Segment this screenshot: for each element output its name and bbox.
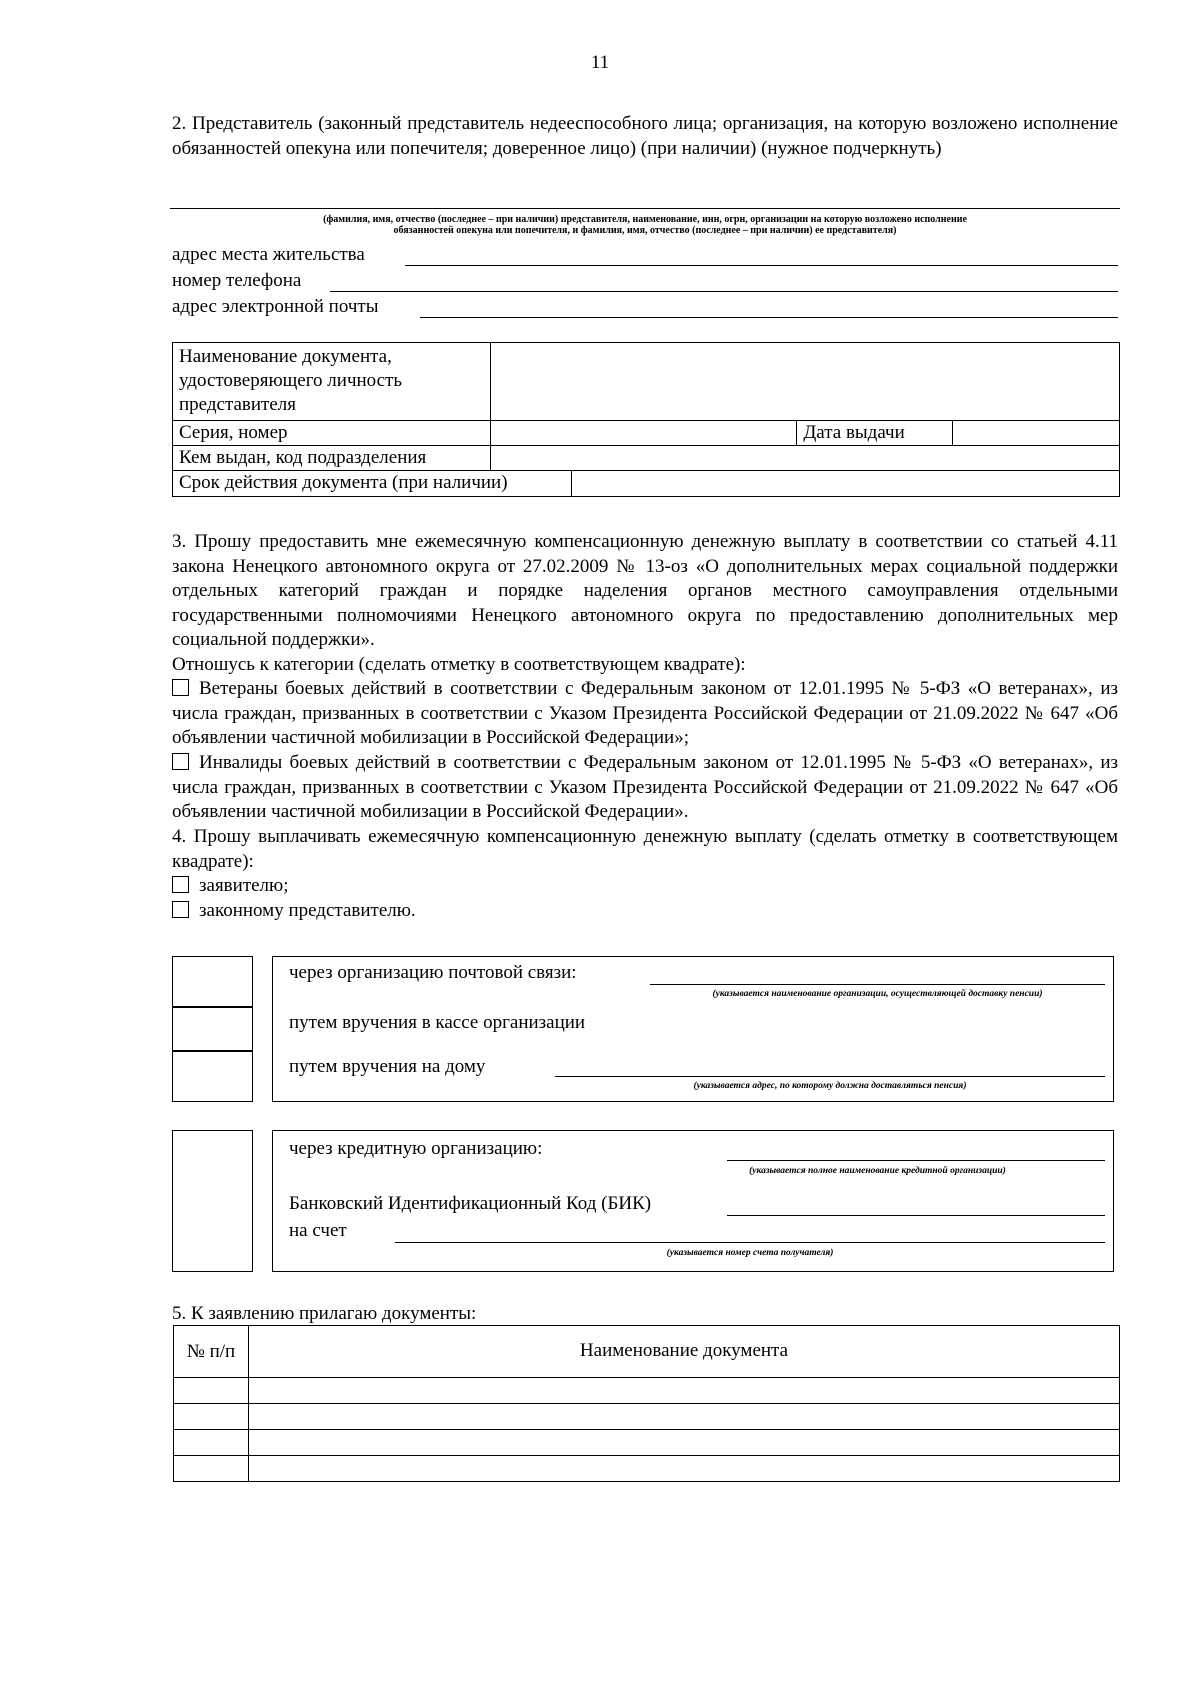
section3-text: 3. Прошу предоставить мне ежемесячную компенсационную денежную выплату в соответствии со статьей 4.11 закона Ненецкого автономного округа от 27.02.2009 № 13-оз «О дополнительных мерах социальной поддержки отдельных категорий граждан и порядке наделения органов местного самоуправления отдельными государственными полномочиями Ненецкого автономного округа по предоставлению дополнительных мер социальной поддержки». [172, 531, 1118, 650]
id-document-table [172, 342, 1120, 497]
representative-hint-line1: (фамилия, имя, отчество (последнее – при наличии) представителя, наименование, инн, огрн, организации на которую возложено исполнение [323, 214, 967, 225]
pay-to-applicant [172, 874, 1118, 899]
series-value[interactable] [490, 421, 797, 446]
doc-row-num[interactable] [174, 1456, 249, 1482]
category-option-invalids [172, 751, 1118, 825]
cashier-checkbox[interactable] [172, 1006, 253, 1052]
issued-by-label: Кем выдан, код подразделения [173, 446, 491, 471]
veterans-checkbox[interactable] [172, 679, 189, 696]
doc-row-name[interactable] [248, 1456, 1119, 1482]
issued-by-value[interactable] [490, 446, 1119, 471]
account-hint: (указывается номер счета получателя) [666, 1248, 834, 1258]
doc-row-name[interactable] [248, 1404, 1119, 1430]
bik-label: Банковский Идентификационный Код (БИК) [289, 1193, 652, 1214]
category-option-veterans [172, 677, 1118, 751]
pay-to-representative [172, 899, 1118, 924]
col-name-header: Наименование документа [248, 1326, 1119, 1378]
representative-option-text: законному представителю. [199, 900, 416, 921]
veterans-option-text: Ветераны боевых действий в соответствии с Федеральным законом от 12.01.1995 № 5-ФЗ «О ветеранах», из числа граждан, призванных в соответствии с Указом Президента Российской Федерации от 21.09.2022 № 647 «Об объявлении частичной мобилизации в Российской Федерации»; [172, 678, 1118, 748]
doc-name-value[interactable] [490, 343, 1119, 421]
home-hint: (указывается адрес, по которому должна доставляться пенсия) [693, 1081, 967, 1091]
bank-label: через кредитную организацию: [289, 1138, 543, 1159]
category-prompt: Отношусь к категории (сделать отметку в соответствующем квадрате): [172, 654, 746, 675]
section2-text: 2. Представитель (законный представитель недееспособного лица; организация, на которую возложено исполнение обязанностей опекуна или попечителя; доверенное лицо) (при наличии) (нужное подчеркнуть) [172, 113, 1118, 159]
validity-label: Срок действия документа (при наличии) [173, 471, 572, 497]
doc-row-name[interactable] [248, 1378, 1119, 1404]
page-number: 11 [590, 52, 610, 73]
bank-hint: (указывается полное наименование кредитной организации) [749, 1166, 1006, 1176]
invalids-option-text: Инвалиды боевых действий в соответствии с Федеральным законом от 12.01.1995 № 5-ФЗ «О ветеранах», из числа граждан, призванных в соответствии с Указом Президента Российской Федерации от 21.09.2022 № 647 «Об объявлении частичной мобилизации в Российской Федерации». [172, 752, 1118, 822]
post-hint: (указывается наименование организации, осуществляющей доставку пенсии) [712, 989, 1043, 999]
doc-row-num[interactable] [174, 1404, 249, 1430]
post-checkbox[interactable] [172, 956, 253, 1008]
section5-title: 5. К заявлению прилагаю документы: [172, 1303, 477, 1324]
representative-hint-line2: обязанностей опекуна или попечителя, и фамилия, имя, отчество (последнее – при наличии) ее представителя) [393, 225, 897, 236]
post-label: через организацию почтовой связи: [289, 962, 577, 983]
account-label: на счет [289, 1220, 347, 1241]
documents-table [173, 1325, 1120, 1482]
issue-date-label: Дата выдачи [797, 421, 953, 446]
series-label: Серия, номер [173, 421, 491, 446]
address-field[interactable] [405, 265, 1118, 266]
email-label: адрес электронной почты [172, 296, 379, 317]
issue-date-value[interactable] [953, 421, 1120, 446]
invalids-checkbox[interactable] [172, 753, 189, 770]
doc-name-label: Наименование документа, удостоверяющего личность представителя [173, 343, 491, 421]
representative-hint [170, 214, 1120, 236]
doc-row-num[interactable] [174, 1378, 249, 1404]
applicant-checkbox[interactable] [172, 876, 189, 893]
bik-field[interactable] [727, 1215, 1105, 1216]
phone-label: номер телефона [172, 270, 302, 291]
cashier-label: путем вручения в кассе организации [289, 1012, 586, 1033]
applicant-option-text: заявителю; [199, 875, 289, 896]
doc-row-name[interactable] [248, 1430, 1119, 1456]
col-num-header: № п/п [174, 1326, 249, 1378]
phone-field[interactable] [330, 291, 1118, 292]
address-label: адрес места жительства [172, 244, 365, 265]
home-address-field[interactable] [555, 1076, 1105, 1077]
home-label: путем вручения на дому [289, 1056, 486, 1077]
post-org-field[interactable] [650, 984, 1105, 985]
representative-checkbox[interactable] [172, 901, 189, 918]
section4-text: 4. Прошу выплачивать ежемесячную компенсационную денежную выплату (сделать отметку в соответствующем квадрате): [172, 826, 1118, 872]
bank-name-field[interactable] [727, 1160, 1105, 1161]
home-checkbox[interactable] [172, 1050, 253, 1102]
doc-row-num[interactable] [174, 1430, 249, 1456]
validity-value[interactable] [571, 471, 1119, 497]
bank-checkbox[interactable] [172, 1130, 253, 1272]
account-field[interactable] [395, 1242, 1105, 1243]
representative-name-line[interactable] [170, 208, 1120, 209]
email-field[interactable] [420, 317, 1118, 318]
